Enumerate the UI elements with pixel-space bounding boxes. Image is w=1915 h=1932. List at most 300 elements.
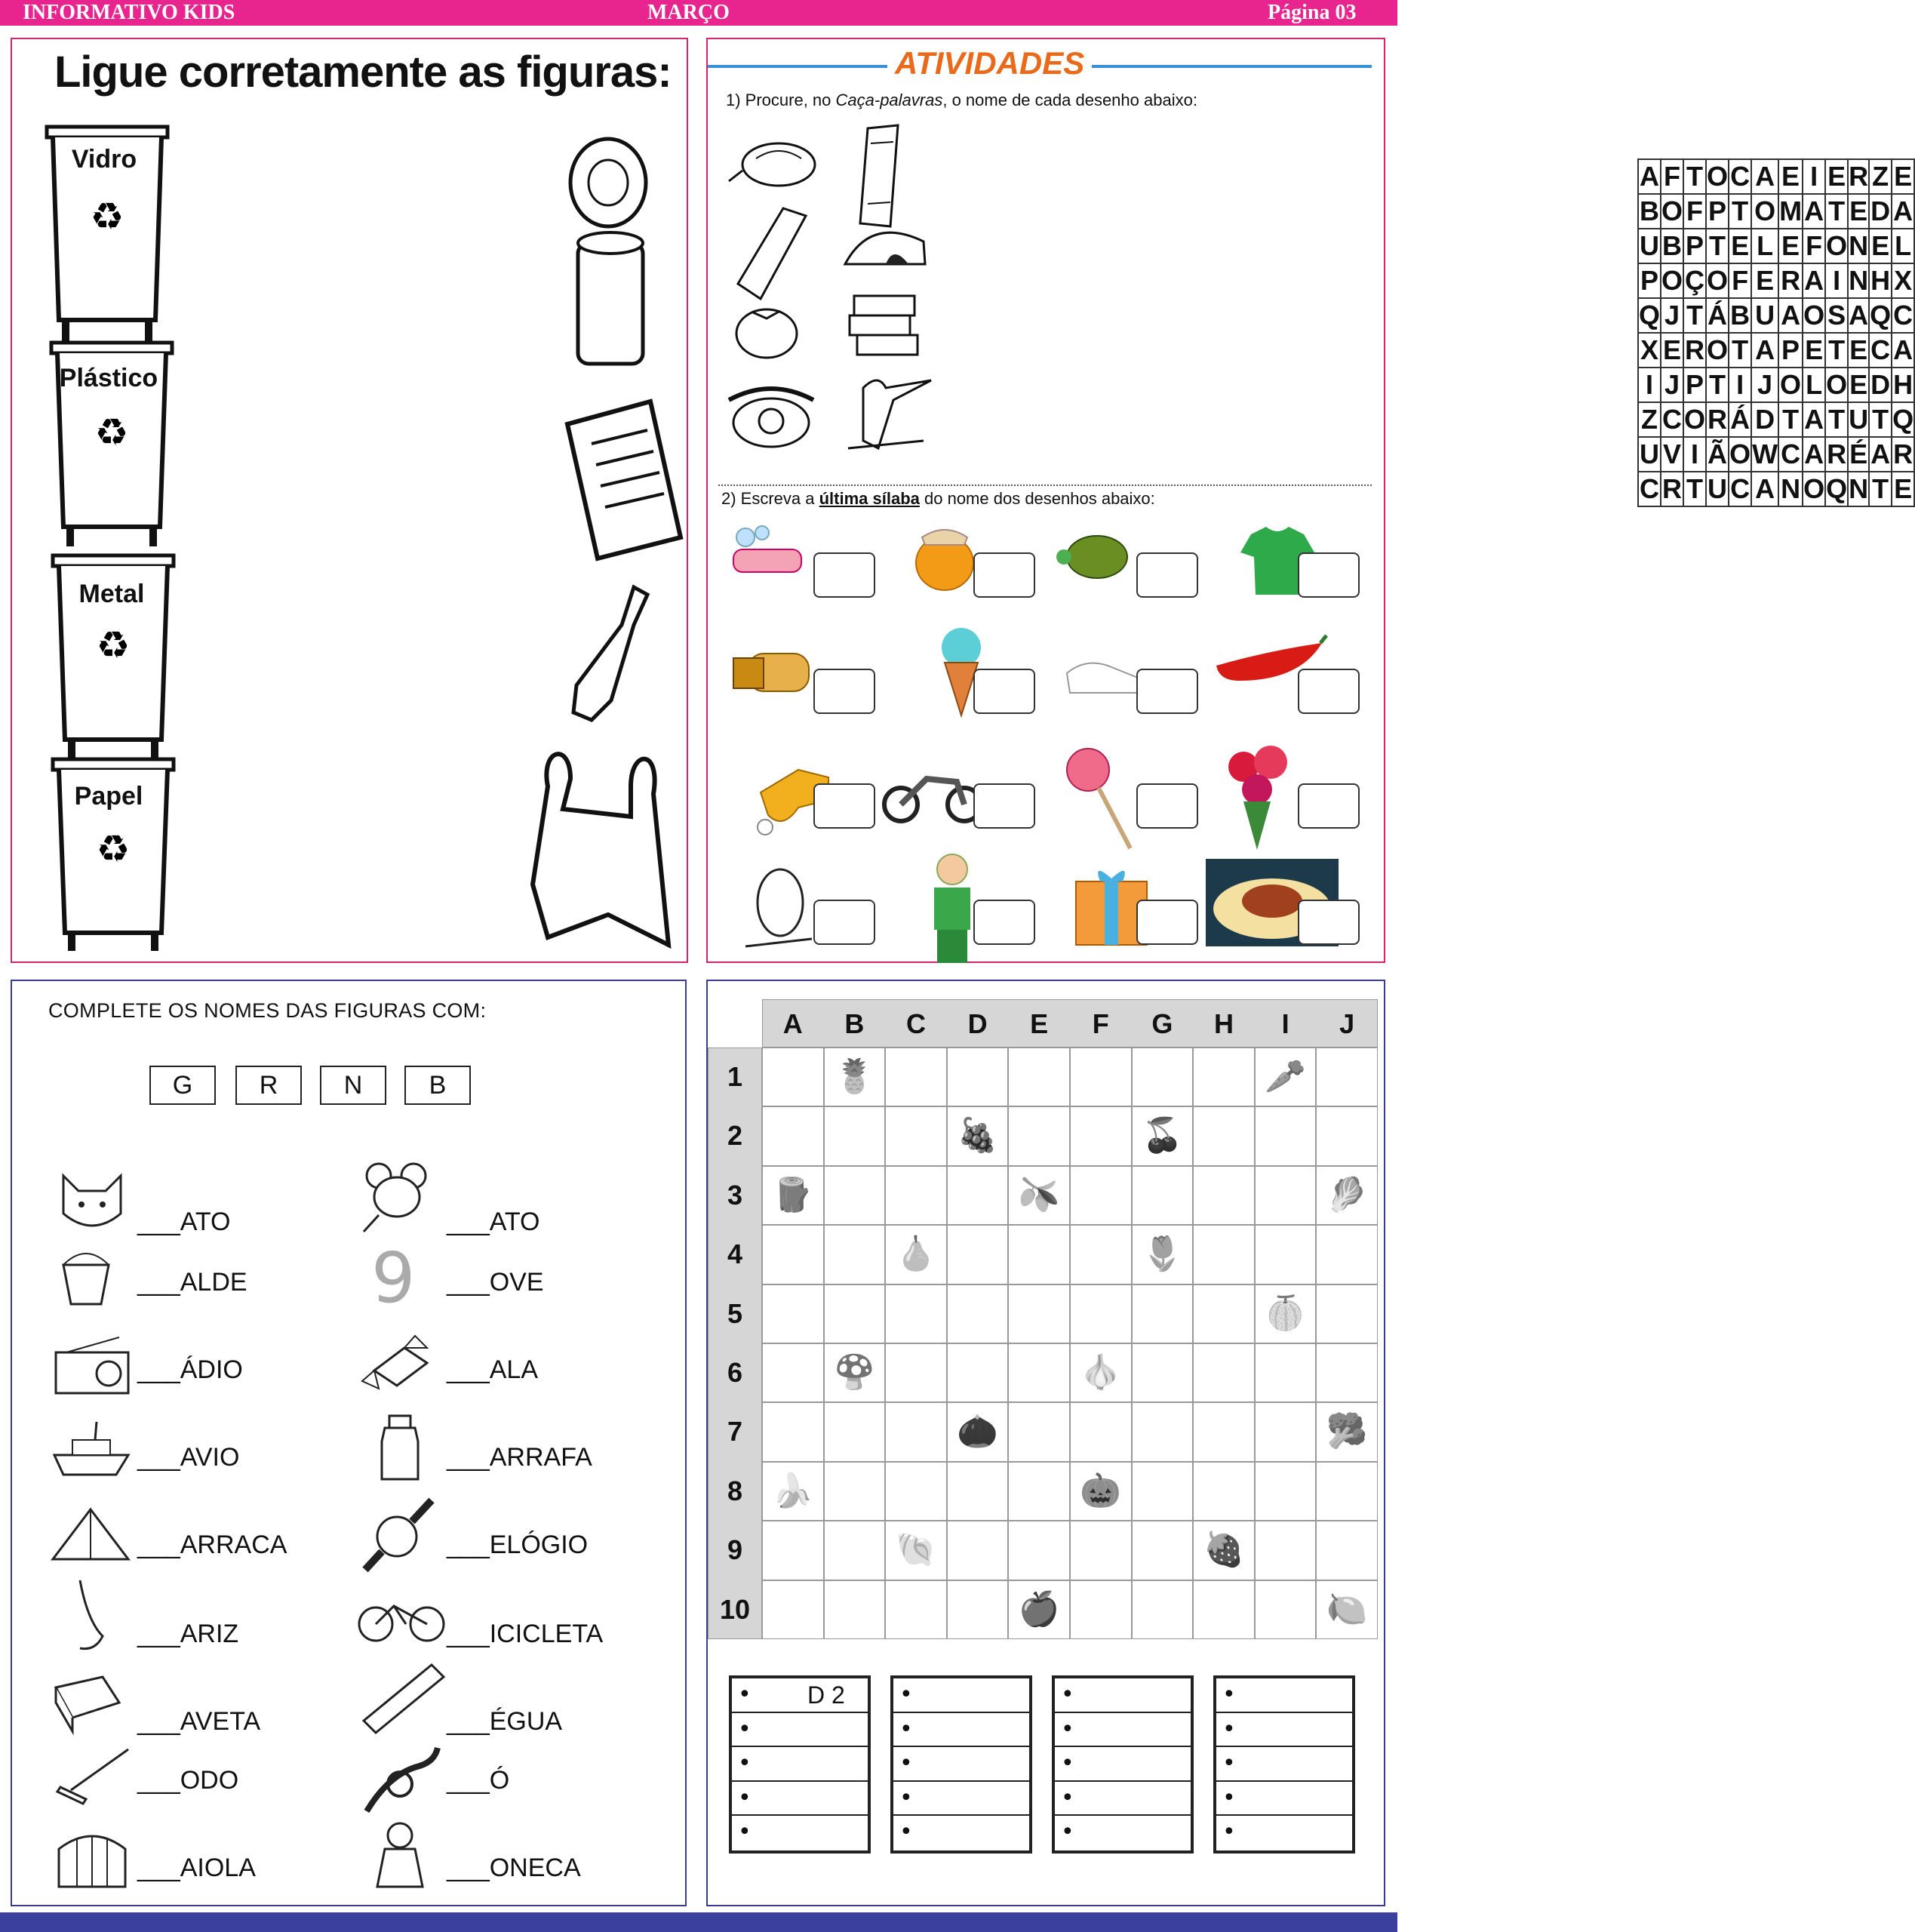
answer-box[interactable] — [1298, 900, 1360, 945]
word-search-cell[interactable]: Q — [1825, 472, 1848, 506]
word-search-cell[interactable]: R — [1848, 159, 1869, 194]
word-search-cell[interactable]: J — [1661, 368, 1683, 402]
word-search-cell[interactable]: I — [1729, 368, 1751, 402]
word-search-cell[interactable]: A — [1803, 402, 1825, 437]
answer-row[interactable] — [732, 1816, 868, 1850]
answer-table — [1213, 1675, 1355, 1854]
grid-cell[interactable] — [1255, 1166, 1317, 1225]
word-search-cell[interactable]: N — [1848, 229, 1869, 263]
word-search-cell[interactable]: H — [1892, 368, 1914, 402]
grid-cell[interactable] — [885, 1166, 947, 1225]
word-search-cell[interactable]: O — [1729, 437, 1751, 472]
word-search-cell[interactable]: T — [1683, 472, 1706, 506]
word-search-cell[interactable]: P — [1683, 368, 1706, 402]
grid-cell[interactable] — [947, 1048, 1009, 1106]
birdcage-icon — [51, 1826, 134, 1894]
fill-in-word[interactable]: ___ALA — [447, 1355, 538, 1384]
grid-cell[interactable] — [1316, 1343, 1378, 1402]
glass-bottle-icon[interactable] — [558, 580, 672, 731]
word-search-cell[interactable]: W — [1751, 437, 1778, 472]
grid-cell[interactable] — [824, 1462, 886, 1521]
word-search-cell[interactable]: R — [1661, 472, 1683, 506]
grid-cell[interactable] — [824, 1106, 886, 1165]
answer-box[interactable] — [1298, 552, 1360, 598]
drawer-icon — [50, 1672, 125, 1733]
grid-cell[interactable] — [762, 1225, 824, 1284]
grid-cell[interactable] — [1008, 1225, 1070, 1284]
word-search-cell[interactable]: Q — [1892, 402, 1914, 437]
grid-cell[interactable] — [1008, 1106, 1070, 1165]
word-search-cell[interactable]: U — [1848, 402, 1869, 437]
word-search-cell[interactable]: U — [1638, 229, 1661, 263]
cherry-icon: 🍒 — [1141, 1116, 1183, 1155]
answer-row[interactable] — [1055, 1678, 1191, 1713]
answer-row[interactable] — [893, 1713, 1029, 1748]
grid-column-label: F — [1092, 1008, 1109, 1039]
word-search-cell[interactable]: I — [1683, 437, 1706, 472]
word-search-cell[interactable]: O — [1661, 194, 1683, 229]
grid-cell[interactable] — [1132, 1048, 1194, 1106]
word-search-cell[interactable]: T — [1683, 298, 1706, 333]
word-search-cell[interactable]: X — [1638, 333, 1661, 368]
grid-cell[interactable] — [1008, 1402, 1070, 1461]
word-search-cell[interactable]: U — [1751, 298, 1778, 333]
grid-cell[interactable] — [1316, 1225, 1378, 1284]
grid-cell[interactable] — [885, 1343, 947, 1402]
grid-cell[interactable] — [1193, 1106, 1255, 1165]
grid-cell[interactable] — [1316, 1106, 1378, 1165]
word-search-cell[interactable]: O — [1778, 368, 1803, 402]
answer-row[interactable] — [1055, 1713, 1191, 1748]
answer-box[interactable] — [813, 669, 875, 714]
grid-cell[interactable] — [1193, 1225, 1255, 1284]
word-search-cell[interactable]: A — [1803, 437, 1825, 472]
pineapple-icon: 🍍 — [833, 1057, 875, 1096]
grid-column-label: E — [1030, 1008, 1049, 1039]
answer-row[interactable] — [1216, 1747, 1352, 1782]
word-search-cell[interactable]: Z — [1869, 159, 1892, 194]
answer-row[interactable] — [1216, 1713, 1352, 1748]
word-search-cell[interactable]: C — [1729, 472, 1751, 506]
word-search-cell[interactable]: A — [1848, 298, 1869, 333]
fill-in-word[interactable]: ___OVE — [447, 1268, 544, 1297]
fill-in-word[interactable]: ___AVIO — [137, 1443, 240, 1472]
grid-cell[interactable] — [947, 1521, 1009, 1580]
grid-cell[interactable] — [762, 1521, 824, 1580]
answer-row[interactable] — [893, 1678, 1029, 1713]
fill-in-word[interactable]: ___ARRAFA — [447, 1443, 592, 1472]
fill-in-word[interactable]: ___ELÓGIO — [447, 1531, 589, 1559]
word-search-cell[interactable]: N — [1848, 472, 1869, 506]
grid-cell[interactable] — [947, 1343, 1009, 1402]
ruler-icon — [359, 1660, 450, 1733]
grid-cell[interactable] — [1070, 1580, 1132, 1639]
word-search-cell[interactable]: Q — [1869, 298, 1892, 333]
grid-cell[interactable] — [762, 1402, 824, 1461]
word-search-cell[interactable]: E — [1778, 159, 1803, 194]
fruit-thumbnail-icon: • — [1061, 1750, 1074, 1777]
word-search-cell[interactable]: É — [1848, 437, 1869, 472]
grid-cell[interactable] — [1316, 1284, 1378, 1343]
fill-in-word[interactable]: ___ÉGUA — [447, 1707, 563, 1736]
grid-cell[interactable] — [1132, 1521, 1194, 1580]
fill-in-word[interactable]: ___ICICLETA — [447, 1620, 604, 1648]
answer-row[interactable] — [1216, 1782, 1352, 1817]
word-search-cell[interactable]: A — [1803, 263, 1825, 298]
grid-cell[interactable] — [1316, 1462, 1378, 1521]
turtle-icon — [1055, 527, 1138, 587]
grid-cell[interactable] — [1255, 1462, 1317, 1521]
grid-cell[interactable] — [1132, 1580, 1194, 1639]
grid-cell[interactable] — [1132, 1166, 1194, 1225]
word-search-cell[interactable]: E — [1751, 263, 1778, 298]
answer-row[interactable] — [1216, 1816, 1352, 1850]
word-search-cell[interactable]: E — [1848, 194, 1869, 229]
tin-can-icon[interactable] — [563, 137, 669, 394]
word-search-cell[interactable]: O — [1706, 159, 1729, 194]
word-search-cell[interactable]: P — [1683, 229, 1706, 263]
word-search-cell[interactable]: T — [1729, 194, 1751, 229]
word-search-cell[interactable]: O — [1706, 263, 1729, 298]
grid-column-label: I — [1281, 1008, 1289, 1039]
word-search-cell[interactable]: R — [1683, 333, 1706, 368]
answer-box[interactable] — [973, 552, 1035, 598]
grid-cell[interactable] — [1132, 1284, 1194, 1343]
answer-row[interactable] — [893, 1747, 1029, 1782]
grid-cell[interactable] — [1193, 1580, 1255, 1639]
grid-cell[interactable] — [824, 1166, 886, 1225]
word-search-cell[interactable]: O — [1803, 472, 1825, 506]
word-search-cell[interactable]: I — [1825, 263, 1848, 298]
grid-cell[interactable] — [1008, 1521, 1070, 1580]
grid-cell[interactable] — [885, 1402, 947, 1461]
fill-in-word[interactable]: ___ATO — [137, 1208, 231, 1236]
answer-box[interactable] — [1298, 669, 1360, 714]
grid-cell[interactable] — [947, 1284, 1009, 1343]
melon-icon: 🍈 — [1265, 1294, 1306, 1333]
word-search-cell[interactable]: E — [1892, 472, 1914, 506]
q2-prefix: 2) Escreva a — [721, 489, 819, 508]
word-search-cell[interactable]: L — [1751, 229, 1778, 263]
grid-cell[interactable] — [824, 1402, 886, 1461]
word-search-cell[interactable]: J — [1661, 298, 1683, 333]
grid-cell[interactable] — [885, 1106, 947, 1165]
word-search-cell[interactable]: O — [1825, 229, 1848, 263]
grid-cell[interactable] — [1193, 1166, 1255, 1225]
word-search-cell[interactable]: Á — [1706, 298, 1729, 333]
grid-cell[interactable] — [762, 1343, 824, 1402]
grid-cell[interactable] — [1070, 1048, 1132, 1106]
answer-row[interactable] — [1055, 1747, 1191, 1782]
grid-cell[interactable] — [1193, 1048, 1255, 1106]
grid-cell[interactable] — [1132, 1343, 1194, 1402]
grid-cell[interactable] — [1255, 1106, 1317, 1165]
grid-cell[interactable] — [1070, 1284, 1132, 1343]
word-search-cell[interactable]: E — [1803, 333, 1825, 368]
recycling-title: Ligue corretamente as figuras: — [54, 48, 672, 97]
mushroom-icon: 🍄 — [833, 1353, 875, 1392]
word-search-cell[interactable]: A — [1638, 159, 1661, 194]
word-search-cell[interactable]: T — [1869, 472, 1892, 506]
grid-cell[interactable] — [762, 1106, 824, 1165]
word-search-cell[interactable]: E — [1848, 333, 1869, 368]
word-search-cell[interactable]: O — [1706, 333, 1729, 368]
grid-cell[interactable] — [1070, 1402, 1132, 1461]
fruit-thumbnail-icon: • — [738, 1681, 752, 1708]
answer-row[interactable] — [893, 1816, 1029, 1850]
fill-in-word[interactable]: ___ARRACA — [137, 1531, 287, 1559]
grid-cell[interactable] — [824, 1284, 886, 1343]
fill-in-word[interactable]: ___ALDE — [137, 1268, 247, 1297]
word-search-cell[interactable]: E — [1869, 229, 1892, 263]
grid-cell[interactable] — [1008, 1048, 1070, 1106]
grid-cell[interactable] — [1070, 1521, 1132, 1580]
grid-cell[interactable] — [1008, 1284, 1070, 1343]
grid-cell[interactable] — [762, 1284, 824, 1343]
panel-coordinate-grid — [706, 980, 1385, 1906]
word-search-cell[interactable]: I — [1803, 159, 1825, 194]
word-search-cell[interactable]: E — [1892, 159, 1914, 194]
answer-box[interactable] — [973, 783, 1035, 829]
fill-in-word[interactable]: ___ÁDIO — [137, 1355, 243, 1384]
word-search-row — [1638, 472, 1914, 506]
answer-box[interactable] — [1136, 552, 1198, 598]
grid-cell[interactable] — [885, 1284, 947, 1343]
grid-cell[interactable] — [947, 1462, 1009, 1521]
shell-icon: 🐚 — [895, 1531, 937, 1570]
answer-row[interactable] — [893, 1782, 1029, 1817]
word-search-cell[interactable]: V — [1661, 437, 1683, 472]
word-search-cell[interactable]: C — [1729, 159, 1751, 194]
word-search-cell[interactable]: R — [1825, 437, 1848, 472]
answer-box[interactable] — [1136, 669, 1198, 714]
grid-cell[interactable] — [824, 1580, 886, 1639]
word-search-cell[interactable]: N — [1848, 263, 1869, 298]
word-search-cell[interactable]: T — [1729, 333, 1751, 368]
fill-in-word[interactable]: ___ATO — [447, 1208, 540, 1236]
tomato-icon — [730, 296, 806, 364]
word-search-cell[interactable]: D — [1869, 194, 1892, 229]
word-search-row — [1638, 437, 1914, 472]
answer-table — [890, 1675, 1032, 1854]
word-search-cell[interactable]: T — [1683, 159, 1706, 194]
word-search-cell[interactable]: F — [1803, 229, 1825, 263]
grid-cell[interactable] — [824, 1225, 886, 1284]
log-icon: 🪵 — [772, 1175, 814, 1214]
fill-in-word[interactable]: ___ARIZ — [137, 1620, 239, 1648]
word-search-cell[interactable]: S — [1825, 298, 1848, 333]
word-search-cell[interactable]: C — [1638, 472, 1661, 506]
grid-cell[interactable] — [1193, 1284, 1255, 1343]
word-search-cell[interactable]: C — [1661, 402, 1683, 437]
lettuce-icon: 🥬 — [1326, 1175, 1368, 1214]
answer-row[interactable] — [732, 1713, 868, 1748]
word-search-cell[interactable]: O — [1751, 194, 1778, 229]
word-search-cell[interactable]: X — [1892, 263, 1914, 298]
word-search-cell[interactable]: E — [1778, 229, 1803, 263]
word-search-cell[interactable]: O — [1683, 402, 1706, 437]
grapes-icon: 🍇 — [957, 1116, 998, 1155]
fruit-thumbnail-icon: • — [738, 1750, 752, 1777]
answer-box[interactable] — [813, 552, 875, 598]
fill-in-word[interactable]: ___AVETA — [137, 1707, 261, 1736]
answer-row[interactable] — [732, 1678, 868, 1713]
word-search-cell[interactable]: E — [1661, 333, 1683, 368]
nose-icon — [57, 1576, 118, 1659]
word-search-cell[interactable]: F — [1729, 263, 1751, 298]
fill-in-word[interactable]: ___AIOLA — [137, 1854, 256, 1882]
grid-cell[interactable] — [885, 1580, 947, 1639]
answer-row[interactable] — [1216, 1678, 1352, 1713]
word-search-row — [1638, 263, 1914, 298]
word-search-cell[interactable]: P — [1638, 263, 1661, 298]
word-search-cell[interactable]: Z — [1638, 402, 1661, 437]
answer-box[interactable] — [973, 669, 1035, 714]
grid-cell[interactable] — [1255, 1402, 1317, 1461]
paper-sheet-icon[interactable] — [552, 394, 696, 568]
grid-cell[interactable] — [1255, 1343, 1317, 1402]
word-search-cell[interactable]: T — [1706, 368, 1729, 402]
word-search-cell[interactable]: O — [1661, 263, 1683, 298]
grid-cell[interactable] — [885, 1462, 947, 1521]
answer-box[interactable] — [813, 783, 875, 829]
grid-cell[interactable] — [1193, 1462, 1255, 1521]
word-search-cell[interactable]: A — [1869, 437, 1892, 472]
word-search-cell[interactable]: A — [1778, 298, 1803, 333]
radio-icon — [51, 1336, 134, 1396]
word-search-cell[interactable]: B — [1661, 229, 1683, 263]
fill-in-word[interactable]: ___Ó — [447, 1766, 510, 1795]
grid-cell[interactable] — [1255, 1521, 1317, 1580]
word-search-cell[interactable]: T — [1825, 194, 1848, 229]
word-search-cell[interactable]: A — [1751, 472, 1778, 506]
word-search-cell[interactable]: A — [1892, 194, 1914, 229]
answer-box[interactable] — [1136, 783, 1198, 829]
fill-in-word[interactable]: ___ODO — [137, 1766, 239, 1795]
grid-cell[interactable] — [947, 1166, 1009, 1225]
soap-icon — [723, 522, 806, 583]
word-search-cell[interactable]: A — [1751, 159, 1778, 194]
word-search-cell[interactable]: I — [1638, 368, 1661, 402]
answer-row[interactable] — [1055, 1816, 1191, 1850]
word-search-cell[interactable]: J — [1751, 368, 1778, 402]
word-search-grid[interactable] — [1637, 158, 1915, 507]
word-search-cell[interactable]: E — [1729, 229, 1751, 263]
grid-cell[interactable] — [1316, 1048, 1378, 1106]
answer-box[interactable] — [1136, 900, 1198, 945]
word-search-cell[interactable]: F — [1683, 194, 1706, 229]
word-search-cell[interactable]: T — [1825, 402, 1848, 437]
word-search-cell[interactable]: D — [1869, 368, 1892, 402]
fruit-thumbnail-icon: • — [738, 1819, 752, 1846]
answer-box[interactable] — [813, 900, 875, 945]
word-search-cell[interactable]: R — [1706, 402, 1729, 437]
word-search-cell[interactable]: O — [1825, 368, 1848, 402]
word-search-cell[interactable]: C — [1892, 298, 1914, 333]
word-search-cell[interactable]: T — [1778, 402, 1803, 437]
answer-row[interactable] — [732, 1782, 868, 1817]
grid-cell[interactable] — [1132, 1402, 1194, 1461]
word-search-cell[interactable]: D — [1751, 402, 1778, 437]
grid-cell[interactable] — [762, 1580, 824, 1639]
fruit-thumbnail-icon: • — [899, 1681, 913, 1708]
word-search-cell[interactable]: L — [1892, 229, 1914, 263]
grid-cell[interactable] — [762, 1048, 824, 1106]
honey-jar-icon — [911, 519, 979, 595]
word-search-cell[interactable]: C — [1778, 437, 1803, 472]
word-search-cell[interactable]: B — [1638, 194, 1661, 229]
word-search-cell[interactable]: T — [1706, 229, 1729, 263]
plastic-bag-icon[interactable] — [518, 718, 684, 968]
fruit-thumbnail-icon: • — [899, 1784, 913, 1811]
fruit-thumbnail-icon: • — [1222, 1681, 1236, 1708]
grid-cell[interactable] — [947, 1580, 1009, 1639]
word-search-row — [1638, 368, 1914, 402]
flowers-icon — [1221, 737, 1304, 865]
fill-in-word[interactable]: ___ONECA — [447, 1854, 581, 1882]
grid-cell[interactable] — [824, 1521, 886, 1580]
word-search-cell[interactable]: Á — [1729, 402, 1751, 437]
word-search-cell[interactable]: T — [1869, 402, 1892, 437]
word-search-cell[interactable]: R — [1892, 437, 1914, 472]
word-search-cell[interactable]: E — [1825, 159, 1848, 194]
answer-row[interactable] — [732, 1747, 868, 1782]
word-search-cell[interactable]: F — [1661, 159, 1683, 194]
word-search-cell[interactable]: E — [1848, 368, 1869, 402]
word-search-cell[interactable]: T — [1825, 333, 1848, 368]
word-search-cell[interactable]: Ç — [1683, 263, 1706, 298]
grid-cell[interactable] — [1193, 1402, 1255, 1461]
grid-row-label: 4 — [727, 1238, 743, 1270]
word-search-cell[interactable]: M — [1778, 194, 1803, 229]
word-search-cell[interactable]: C — [1869, 333, 1892, 368]
word-search-cell[interactable]: L — [1803, 368, 1825, 402]
grid-cell[interactable] — [947, 1225, 1009, 1284]
grid-cell[interactable] — [885, 1048, 947, 1106]
bin-label: Vidro — [71, 145, 137, 174]
word-search-cell[interactable]: P — [1778, 333, 1803, 368]
word-search-cell[interactable]: A — [1803, 194, 1825, 229]
grid-cell[interactable] — [1070, 1106, 1132, 1165]
grid-cell[interactable] — [1070, 1166, 1132, 1225]
grid-cell[interactable] — [1132, 1462, 1194, 1521]
panel-recycling — [11, 38, 688, 963]
answer-row[interactable] — [1055, 1782, 1191, 1817]
word-search-cell[interactable]: U — [1706, 472, 1729, 506]
grid-cell[interactable] — [1193, 1343, 1255, 1402]
grid-cell[interactable] — [1255, 1580, 1317, 1639]
grid-cell[interactable] — [1008, 1462, 1070, 1521]
word-search-cell[interactable]: H — [1869, 263, 1892, 298]
grid-cell[interactable] — [1070, 1225, 1132, 1284]
word-search-cell[interactable]: U — [1638, 437, 1661, 472]
answer-box[interactable] — [1298, 783, 1360, 829]
word-search-cell[interactable]: P — [1706, 194, 1729, 229]
word-search-cell[interactable]: A — [1751, 333, 1778, 368]
word-search-cell[interactable]: R — [1778, 263, 1803, 298]
word-search-cell[interactable]: O — [1803, 298, 1825, 333]
word-search-cell[interactable]: N — [1778, 472, 1803, 506]
grid-cell[interactable] — [1255, 1225, 1317, 1284]
grid-cell[interactable] — [1316, 1521, 1378, 1580]
grid-cell[interactable] — [1008, 1343, 1070, 1402]
answer-box[interactable] — [973, 900, 1035, 945]
word-search-cell[interactable]: A — [1892, 333, 1914, 368]
word-search-cell[interactable]: B — [1729, 298, 1751, 333]
fruit-thumbnail-icon: • — [738, 1784, 752, 1811]
word-search-cell[interactable]: Ã — [1706, 437, 1729, 472]
word-search-cell[interactable]: Q — [1638, 298, 1661, 333]
